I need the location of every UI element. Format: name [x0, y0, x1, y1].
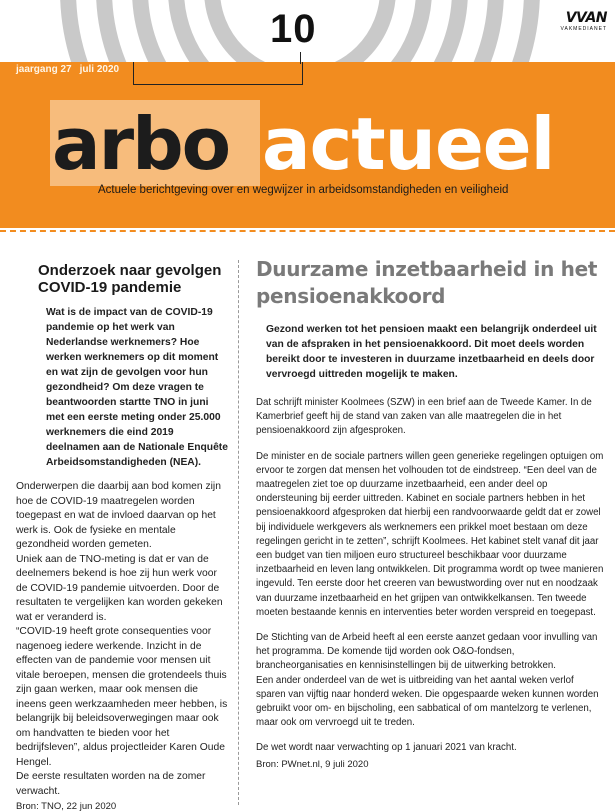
left-paragraph-1: Onderwerpen die daarbij aan bod komen zijn hoe de COVID-19 maatregelen worden toegepast en wat de invloed daarvan op het werk is. Ook de fysieke en mentale gezondheid worden gemeten. [16, 481, 221, 550]
masthead-title-part1: arbo [52, 102, 230, 186]
right-paragraph-2: De minister en de sociale partners willen geen generieke regelingen optuigen om ervoor te zorgen dat mensen het volhouden tot de eindstreep. “Een deel van de maatregelen ziet toe op duurzame inzetbaarheid, een ander deel op ondersteuning bij eerder uittreden. Kabinet en sociale partners hebben in het pensioenakkoord afgesproken dat hierbij een randvoorwaarde geldt dat er zowel bij individuele werkgevers als werknemers een prikkel moet bestaan om deze regelingen gericht in te zetten”, schrijft Koolmees. Het kabinet stelt vanaf dit jaar een budget van tien miljoen euro structureel beschikbaar voor duurzame inzetbaarheid en leven lang ontwikkelen. Dit programma wordt op twee manieren ingevuld. Ten eerste door het creeren van bewustwording over nut en noodzaak van duurzame inzetbaarheid en het grijpen van ontwikkelkansen. Ten tweede moeten bestaande kennis en interventies beter worden verspreid en toegepast. [256, 450, 604, 618]
right-paragraph-5: De wet wordt naar verwachting op 1 januari 2021 van kracht. [256, 742, 517, 754]
left-article-source: Bron: TNO, 22 jun 2020 [16, 801, 117, 812]
issue-number: 10 [262, 6, 325, 52]
issue-bracket-line [133, 62, 303, 85]
logo-subtext: VAKMEDIANET [560, 26, 607, 32]
right-article-intro: Gezond werken tot het pensioen maakt een belangrijk onderdeel uit van de afspraken in het pensioenakkoord. Dit moet deels worden bereikt door te investeren in duurzame inzetbaarheid en deels door vervroegd uittreden mogelijk te maken. [266, 324, 597, 380]
volume-label: jaargang 27 [16, 64, 72, 75]
left-paragraph-3: “COVID-19 heeft grote consequenties voor nagenoeg iedere werkende. Inzicht in de effecten van de pandemie voor mensen uit vitale beroepen, mensen die grotendeels thuis zijn gaan werken, maar ook mensen die ineens geen werkzaamheden meer hebben, is belangrijk bij beleidsoverwegingen maar ook om handvatten te bieden voor het bedrijfsleven”, aldus projectleider Karen Oude Hengel. [16, 626, 228, 768]
publisher-logo [545, 10, 607, 32]
left-article-title: Onderzoek naar gevolgen COVID-19 pandemie [38, 262, 222, 296]
masthead-top [0, 0, 615, 62]
right-paragraph-4: Een ander onderdeel van de wet is uitbreiding van het aantal weken verlof sparen van vijftig naar honderd weken. Die opgespaarde weken kunnen worden gebruikt voor om- en bijscholing, een sabbatical of om mantelzorg te verlenen, maar ook om vervroegd uit te treden. [256, 674, 599, 729]
right-paragraph-3: De Stichting van de Arbeid heeft al een eerste aanzet gedaan voor invulling van het programma. De komende tijd worden ook O&O-fondsen, brancheorganisaties en kennisinstellingen bij de uitwerking betrokken. [256, 632, 598, 672]
left-article [16, 262, 229, 812]
masthead-tagline: Actuele berichtgeving over en wegwijzer in arbeidsomstandigheden en veiligheid [98, 184, 509, 196]
right-article [256, 256, 604, 772]
left-article-body [16, 480, 229, 799]
left-paragraph-4: De eerste resultaten worden na de zomer verwacht. [16, 771, 206, 797]
right-paragraph-1: Dat schrijft minister Koolmees (SZW) in een brief aan de Tweede Kamer. In de Kamerbrief geeft hij de stand van zaken van alle maatregelen die in het pensioenakkoord zijn afgesproken. [256, 397, 592, 437]
left-paragraph-2: Uniek aan de TNO-meting is dat er van de deelnemers bekend is hoe zij hun werk voor de COVID-19 pandemie uitvoerden. Door de resultaten te vergelijken kan worden gekeken wat er veranderd is. [16, 553, 223, 623]
left-article-intro: Wat is de impact van de COVID-19 pandemie op het werk van Nederlandse werknemers? Hoe werken werknemers op dit moment en wat zijn de gevolgen voor hun gezondheid? Om deze vragen te beantwoorden startte TNO in juni met een eerste meting onder 25.000 werknemers die eind 2019 deelnamen aan de Nationale Enquête Arbeidsomstandigheden (NEA). [46, 307, 228, 468]
right-article-body [256, 396, 604, 772]
issue-date: juli 2020 [79, 64, 120, 75]
right-article-source: Bron: PWnet.nl, 9 juli 2020 [256, 758, 369, 770]
logo-text: VVAN [565, 10, 607, 26]
issue-bracket-connector [300, 52, 301, 64]
masthead-title-part2: actueel [262, 102, 555, 186]
issue-meta [16, 64, 119, 75]
dashed-separator [0, 230, 615, 232]
right-article-title: Duurzame inzetbaarheid in het pensioenakkoord [256, 257, 598, 308]
column-divider [238, 260, 239, 805]
